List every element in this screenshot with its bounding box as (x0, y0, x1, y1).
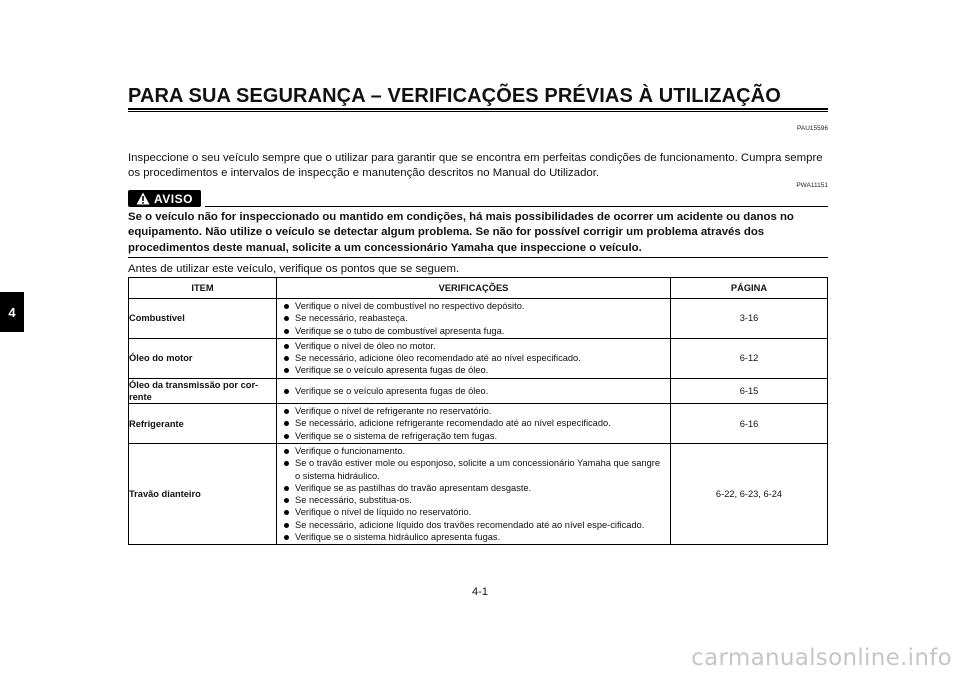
table-row (129, 443, 828, 544)
check-item: Verifique o nível de óleo no motor. (295, 340, 666, 352)
page-title: PARA SUA SEGURANÇA – VERIFICAÇÕES PRÉVIAS À UTILIZAÇÃO (128, 85, 781, 107)
check-item: Verifique o funcionamento. (295, 445, 666, 457)
section-code: PAU15596 (797, 125, 828, 132)
title-rule (128, 108, 828, 110)
row-page: 6-22, 6-23, 6-24 (671, 443, 828, 544)
row-checks (277, 378, 671, 403)
check-item: Se necessário, adicione líquido dos travões recomendado até ao nível espe-cificado. (295, 519, 666, 531)
warning-triangle-icon (136, 192, 150, 205)
row-item: Óleo do motor (129, 338, 277, 378)
chapter-tab: 4 (0, 292, 24, 332)
lead-paragraph: Antes de utilizar este veículo, verifique os pontos que se seguem. (128, 263, 460, 275)
row-checks (277, 338, 671, 378)
warning-text: Se o veículo não for inspeccionado ou mantido em condições, há mais possibilidades de ocorrer um acidente ou danos no equipamento. Não utilize o veículo se detectar algum problema. Se não for possível corrigir um problema através dos procedimentos deste manual, solicite a um concessionário Yamaha que inspeccione o veículo. (128, 211, 794, 254)
warning-label: AVISO (154, 191, 193, 206)
title-rule-thin (128, 111, 828, 112)
row-page: 6-15 (671, 378, 828, 403)
row-checks (277, 299, 671, 339)
warning-code: PWA11151 (796, 182, 828, 189)
header-page: PÁGINA (671, 278, 828, 299)
check-item: Verifique o nível de combustível no respectivo depósito. (295, 300, 666, 312)
check-item: Verifique se o veículo apresenta fugas de óleo. (295, 385, 666, 397)
check-item: Se necessário, adicione refrigerante recomendado até ao nível especificado. (295, 417, 666, 429)
row-item: Óleo da transmissão por cor-rente (129, 378, 277, 403)
check-item: Verifique se o sistema hidráulico apresenta fugas. (295, 531, 666, 543)
table-row (129, 378, 828, 403)
check-item: Verifique se o veículo apresenta fugas de óleo. (295, 364, 666, 376)
warning-header-rule (205, 206, 828, 207)
row-page: 6-12 (671, 338, 828, 378)
row-checks (277, 404, 671, 444)
row-item: Travão dianteiro (129, 443, 277, 544)
table-row (129, 299, 828, 339)
row-item: Refrigerante (129, 404, 277, 444)
row-page: 3-16 (671, 299, 828, 339)
watermark: carmanualsonline.info (691, 645, 952, 671)
check-item: Verifique se o sistema de refrigeração tem fugas. (295, 430, 666, 442)
check-item: Verifique se o tubo de combustível apresenta fuga. (295, 325, 666, 337)
check-item: Verifique o nível de líquido no reservatório. (295, 506, 666, 518)
intro-paragraph: Inspeccione o seu veículo sempre que o utilizar para garantir que se encontra em perfeitas condições de funcionamento. Cumpra sempre os procedimentos e intervalos de inspecção e manutenção descritos no Manual do Utilizador. (128, 152, 823, 179)
warning-badge (128, 190, 201, 207)
table-row (129, 404, 828, 444)
check-item: Verifique o nível de refrigerante no reservatório. (295, 405, 666, 417)
check-item: Se necessário, substitua-os. (295, 494, 666, 506)
header-checks: VERIFICAÇÕES (277, 278, 671, 299)
row-page: 6-16 (671, 404, 828, 444)
check-item: Se o travão estiver mole ou esponjoso, solicite a um concessionário Yamaha que sangre o sistema hidráulico. (295, 457, 666, 482)
page-number: 4-1 (472, 586, 488, 598)
table-row (129, 338, 828, 378)
check-item: Se necessário, adicione óleo recomendado até ao nível especificado. (295, 352, 666, 364)
warning-footer-rule (128, 257, 828, 258)
header-item: ITEM (129, 278, 277, 299)
row-item: Combustível (129, 299, 277, 339)
pre-operation-checks-table (128, 277, 828, 545)
check-item: Se necessário, reabasteça. (295, 312, 666, 324)
check-item: Verifique se as pastilhas do travão apresentam desgaste. (295, 482, 666, 494)
row-checks (277, 443, 671, 544)
table-header-row (129, 278, 828, 299)
